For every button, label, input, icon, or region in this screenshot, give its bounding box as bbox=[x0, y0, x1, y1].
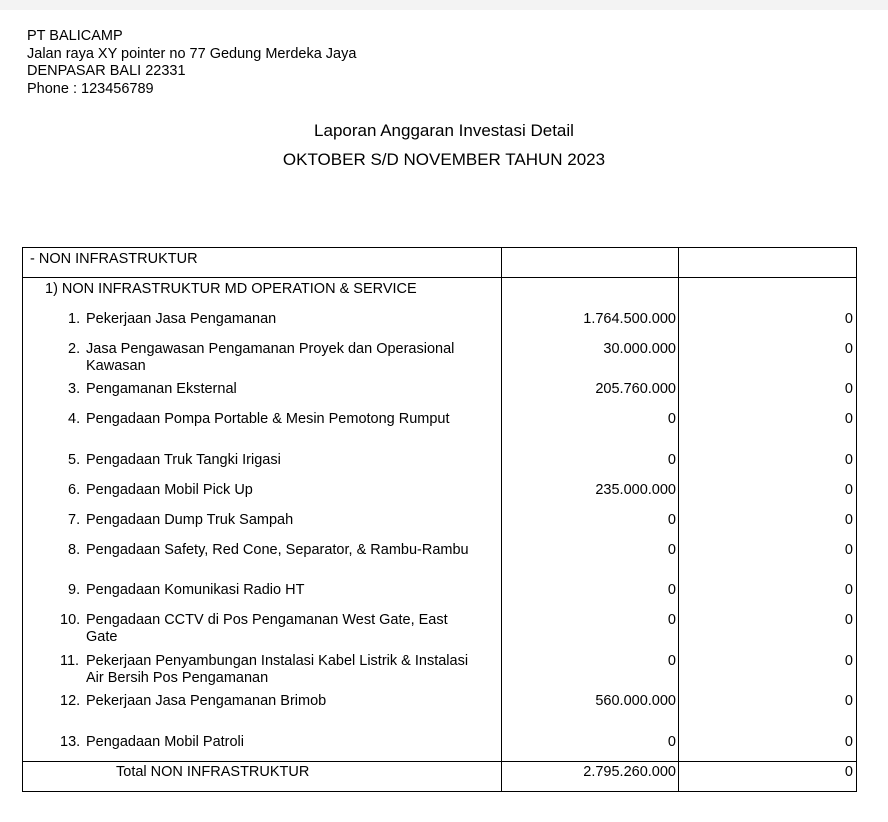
row-number: 7. bbox=[68, 512, 81, 528]
company-phone: Phone : 123456789 bbox=[27, 80, 154, 97]
row-label-continued: Gate bbox=[86, 629, 118, 645]
total-divider bbox=[22, 761, 857, 762]
row-value-2: 0 bbox=[844, 734, 853, 750]
row-value-1: 0 bbox=[667, 542, 676, 558]
row-number: 5. bbox=[68, 452, 81, 468]
report-title: Laporan Anggaran Investasi Detail bbox=[314, 121, 574, 140]
row-value-2: 0 bbox=[844, 411, 853, 427]
row-value-1: 0 bbox=[667, 512, 676, 528]
row-value-1: 205.760.000 bbox=[595, 381, 676, 397]
company-name: PT BALICAMP bbox=[27, 28, 123, 44]
row-label: Jasa Pengawasan Pengamanan Proyek dan Operasional bbox=[86, 341, 455, 357]
row-label: Pengadaan CCTV di Pos Pengamanan West Gate, East bbox=[86, 612, 448, 628]
row-number: 12. bbox=[60, 693, 81, 709]
viewer-top-bar bbox=[0, 0, 888, 10]
row-number: 13. bbox=[60, 734, 81, 750]
row-number: 9. bbox=[68, 582, 81, 598]
row-value-1: 30.000.000 bbox=[603, 341, 676, 357]
row-value-2: 0 bbox=[844, 452, 853, 468]
row-label: Pengadaan Pompa Portable & Mesin Pemotong Rumput bbox=[86, 411, 450, 427]
company-city: DENPASAR BALI 22331 bbox=[27, 63, 186, 79]
row-label: Pekerjaan Jasa Pengamanan Brimob bbox=[86, 693, 327, 709]
table-border-left bbox=[22, 247, 23, 792]
row-label-continued: Air Bersih Pos Pengamanan bbox=[86, 670, 269, 686]
table-border-bottom bbox=[22, 791, 857, 792]
row-value-1: 0 bbox=[667, 452, 676, 468]
row-label: Pengadaan Truk Tangki Irigasi bbox=[86, 452, 281, 468]
row-value-1: 0 bbox=[667, 582, 676, 598]
row-value-1: 0 bbox=[667, 653, 676, 669]
row-number: 11. bbox=[60, 653, 80, 669]
row-label: Pengadaan Mobil Pick Up bbox=[86, 482, 253, 498]
row-label: Pengadaan Safety, Red Cone, Separator, & Rambu-Rambu bbox=[86, 542, 469, 558]
row-number: 10. bbox=[60, 612, 81, 628]
row-value-1: 0 bbox=[667, 612, 676, 628]
row-value-2: 0 bbox=[844, 612, 853, 628]
row-value-1: 235.000.000 bbox=[595, 482, 676, 498]
row-label: Pengadaan Mobil Patroli bbox=[86, 734, 244, 750]
row-value-2: 0 bbox=[844, 311, 853, 327]
row-number: 4. bbox=[68, 411, 81, 427]
row-number: 6. bbox=[68, 482, 81, 498]
row-label: Pekerjaan Jasa Pengamanan bbox=[86, 311, 277, 327]
budget-table bbox=[22, 247, 857, 792]
total-value-1: 2.795.260.000 bbox=[583, 764, 676, 780]
row-label: Pekerjaan Penyambungan Instalasi Kabel Listrik & Instalasi bbox=[86, 653, 469, 669]
subsection-label: 1) NON INFRASTRUKTUR MD OPERATION & SERVICE bbox=[45, 281, 417, 297]
row-value-2: 0 bbox=[844, 381, 853, 397]
row-value-1: 1.764.500.000 bbox=[583, 311, 676, 327]
company-header bbox=[27, 28, 356, 98]
row-value-1: 560.000.000 bbox=[595, 693, 676, 709]
row-value-2: 0 bbox=[844, 542, 853, 558]
total-value-2: 0 bbox=[844, 764, 853, 780]
row-value-2: 0 bbox=[844, 582, 853, 598]
row-label: Pengadaan Komunikasi Radio HT bbox=[86, 582, 305, 598]
row-label: Pengadaan Dump Truk Sampah bbox=[86, 512, 294, 528]
row-number: 8. bbox=[68, 542, 81, 558]
row-label: Pengamanan Eksternal bbox=[86, 381, 237, 397]
report-period: OKTOBER S/D NOVEMBER TAHUN 2023 bbox=[282, 150, 606, 169]
row-value-2: 0 bbox=[844, 482, 853, 498]
total-label: Total NON INFRASTRUKTUR bbox=[116, 764, 310, 780]
row-value-2: 0 bbox=[844, 512, 853, 528]
row-number: 2. bbox=[68, 341, 81, 357]
section-divider bbox=[22, 277, 857, 278]
row-value-1: 0 bbox=[667, 734, 676, 750]
company-address: Jalan raya XY pointer no 77 Gedung Merdeka Jaya bbox=[27, 45, 357, 62]
section-label: - NON INFRASTRUKTUR bbox=[30, 251, 198, 267]
table-border-right bbox=[856, 247, 857, 792]
row-value-2: 0 bbox=[844, 653, 853, 669]
row-number: 1. bbox=[68, 311, 81, 327]
row-value-2: 0 bbox=[844, 693, 853, 709]
table-border-top bbox=[22, 247, 857, 248]
row-label-continued: Kawasan bbox=[86, 358, 146, 374]
row-value-1: 0 bbox=[667, 411, 676, 427]
row-number: 3. bbox=[68, 381, 81, 397]
row-value-2: 0 bbox=[844, 341, 853, 357]
